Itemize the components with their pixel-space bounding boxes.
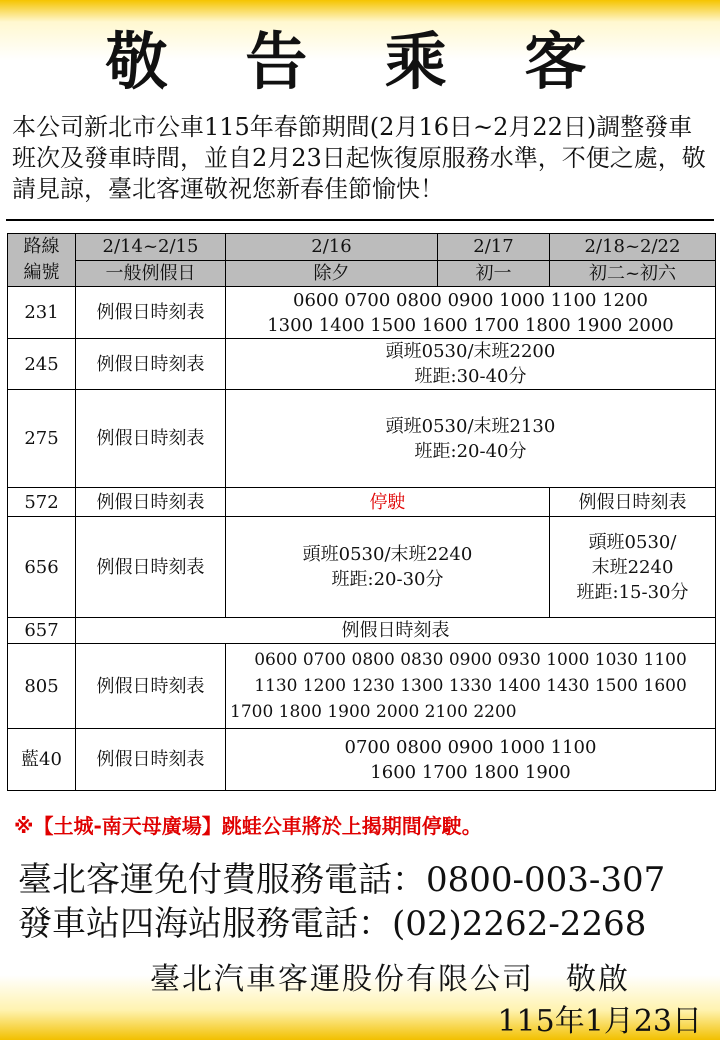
schedule-cell: 頭班0530/末班2200 班距:30-40分 bbox=[226, 339, 716, 390]
schedule-cell: 0600 0700 0800 0830 0900 0930 1000 1030 1100 1130 1200 1230 1300 1330 1400 1430 1500 1600 1700 1800 1900 2000 2100 2200 bbox=[226, 644, 716, 729]
route-number: 231 bbox=[8, 287, 76, 339]
table-header-labels bbox=[8, 260, 716, 287]
table-row bbox=[8, 488, 716, 517]
toll-free-phone: 臺北客運免付費服務電話：0800-003-307 bbox=[18, 860, 666, 900]
table-header-dates bbox=[8, 234, 716, 261]
issue-date: 115年1月23日 bbox=[497, 1004, 702, 1039]
schedule-cell: 例假日時刻表 bbox=[76, 729, 226, 791]
route-number: 572 bbox=[8, 488, 76, 517]
day-label: 除夕 bbox=[226, 260, 438, 287]
table-row bbox=[8, 390, 716, 488]
company-signature: 臺北汽車客運股份有限公司 敬啟 bbox=[150, 962, 630, 997]
day-label: 初一 bbox=[438, 260, 550, 287]
suspension-notice: ※【土城-南天母廣場】跳蛙公車將於上揭期間停駛。 bbox=[14, 814, 482, 838]
day-label: 初二~初六 bbox=[550, 260, 716, 287]
page-title: 敬 告 乘 客 bbox=[105, 25, 615, 98]
table-row bbox=[8, 644, 716, 729]
route-number: 藍40 bbox=[8, 729, 76, 791]
schedule-cell: 例假日時刻表 bbox=[76, 488, 226, 517]
schedule-cell: 例假日時刻表 bbox=[76, 339, 226, 390]
route-number: 275 bbox=[8, 390, 76, 488]
schedule-cell: 0600 0700 0800 0900 1000 1100 1200 1300 1400 1500 1600 1700 1800 1900 2000 bbox=[226, 287, 716, 339]
schedule-cell: 頭班0530/末班2240 班距:20-30分 bbox=[226, 517, 550, 618]
schedule-cell: 頭班0530/ 末班2240 班距:15-30分 bbox=[550, 517, 716, 618]
route-number: 657 bbox=[8, 618, 76, 644]
table-row bbox=[8, 517, 716, 618]
date-header: 2/16 bbox=[226, 234, 438, 261]
day-label: 一般例假日 bbox=[76, 260, 226, 287]
date-header: 2/17 bbox=[438, 234, 550, 261]
suspended-cell: 停駛 bbox=[226, 488, 550, 517]
schedule-cell: 例假日時刻表 bbox=[76, 390, 226, 488]
schedule-cell: 例假日時刻表 bbox=[76, 618, 716, 644]
schedule-table bbox=[7, 233, 716, 791]
divider bbox=[6, 219, 714, 221]
schedule-cell: 0700 0800 0900 1000 1100 1600 1700 1800 1900 bbox=[226, 729, 716, 791]
route-number: 805 bbox=[8, 644, 76, 729]
date-header: 2/14~2/15 bbox=[76, 234, 226, 261]
table-row bbox=[8, 729, 716, 791]
route-number: 656 bbox=[8, 517, 76, 618]
intro-paragraph: 本公司新北市公車115年春節期間(2月16日~2月22日)調整發車班次及發車時間，並自2月23日起恢復原服務水準，不便之處，敬請見諒，臺北客運敬祝您新春佳節愉快！ bbox=[12, 113, 706, 203]
schedule-cell: 例假日時刻表 bbox=[76, 644, 226, 729]
schedule-cell: 例假日時刻表 bbox=[76, 287, 226, 339]
schedule-cell: 例假日時刻表 bbox=[76, 517, 226, 618]
schedule-cell: 頭班0530/末班2130 班距:20-40分 bbox=[226, 390, 716, 488]
schedule-cell: 例假日時刻表 bbox=[550, 488, 716, 517]
table-row bbox=[8, 287, 716, 339]
table-row bbox=[8, 339, 716, 390]
station-phone: 發車站四海站服務電話：(02)2262-2268 bbox=[18, 904, 647, 944]
table-row bbox=[8, 618, 716, 644]
date-header: 2/18~2/22 bbox=[550, 234, 716, 261]
route-number: 245 bbox=[8, 339, 76, 390]
route-header: 路線 編號 bbox=[8, 234, 76, 287]
